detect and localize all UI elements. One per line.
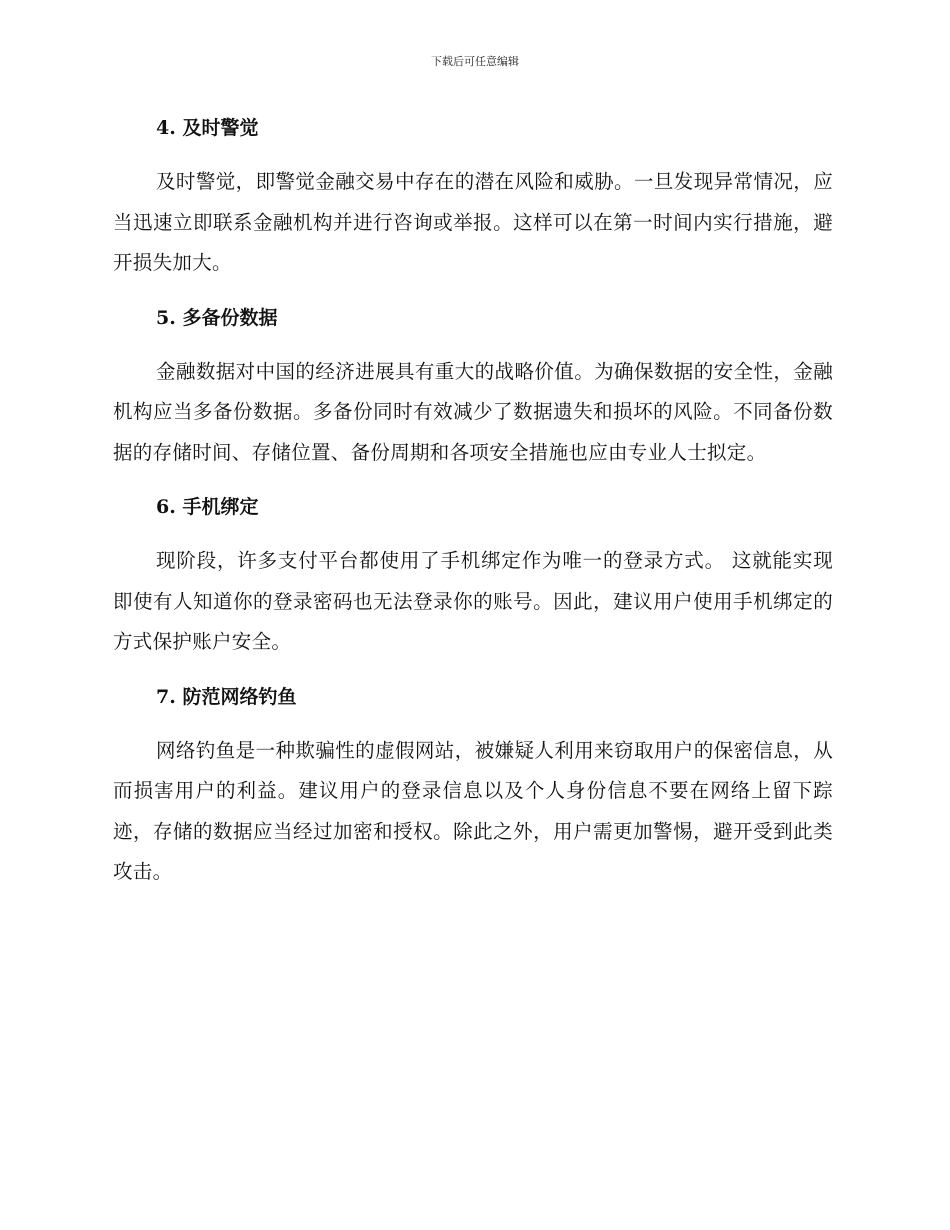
- section-paragraph-4: 及时警觉，即警觉金融交易中存在的潜在风险和威胁。一旦发现异常情况，应当迅速立即联系金融机构并进行咨询或举报。这样可以在第一时间内实行措施，避开损失加大。: [113, 170, 833, 274]
- section-heading-7: 7. 防范网络钓鱼: [156, 685, 297, 708]
- section-paragraph-5: 金融数据对中国的经济进展具有重大的战略价值。为确保数据的安全性，金融机构应当多备份数据。多备份同时有效减少了数据遗失和损坏的风险。不同备份数据的存储时间、存储位置、备份周期和各项安全措施也应由专业人士拟定。: [113, 359, 833, 464]
- document-body: [113, 108, 833, 893]
- page-header: 下载后可任意编辑: [431, 55, 519, 68]
- section-paragraph-7: 网络钓鱼是一种欺骗性的虚假网站，被嫌疑人利用来窃取用户的保密信息，从而损害用户的利益。建议用户的登录信息以及个人身份信息不要在网络上留下踪迹，存储的数据应当经过加密和授权。除此之外，用户需更加警惕，避开受到此类攻击。: [113, 738, 833, 883]
- section-heading-6: 6. 手机绑定: [156, 496, 259, 518]
- section-heading-5: 5. 多备份数据: [156, 306, 278, 329]
- section-paragraph-6: 现阶段，许多支付平台都使用了手机绑定作为唯一的登录方式。 这就能实现即使有人知道你的登录密码也无法登录你的账号。因此，建议用户使用手机绑定的方式保护账户安全。: [113, 549, 833, 653]
- section-heading-4: 4. 及时警觉: [156, 117, 259, 139]
